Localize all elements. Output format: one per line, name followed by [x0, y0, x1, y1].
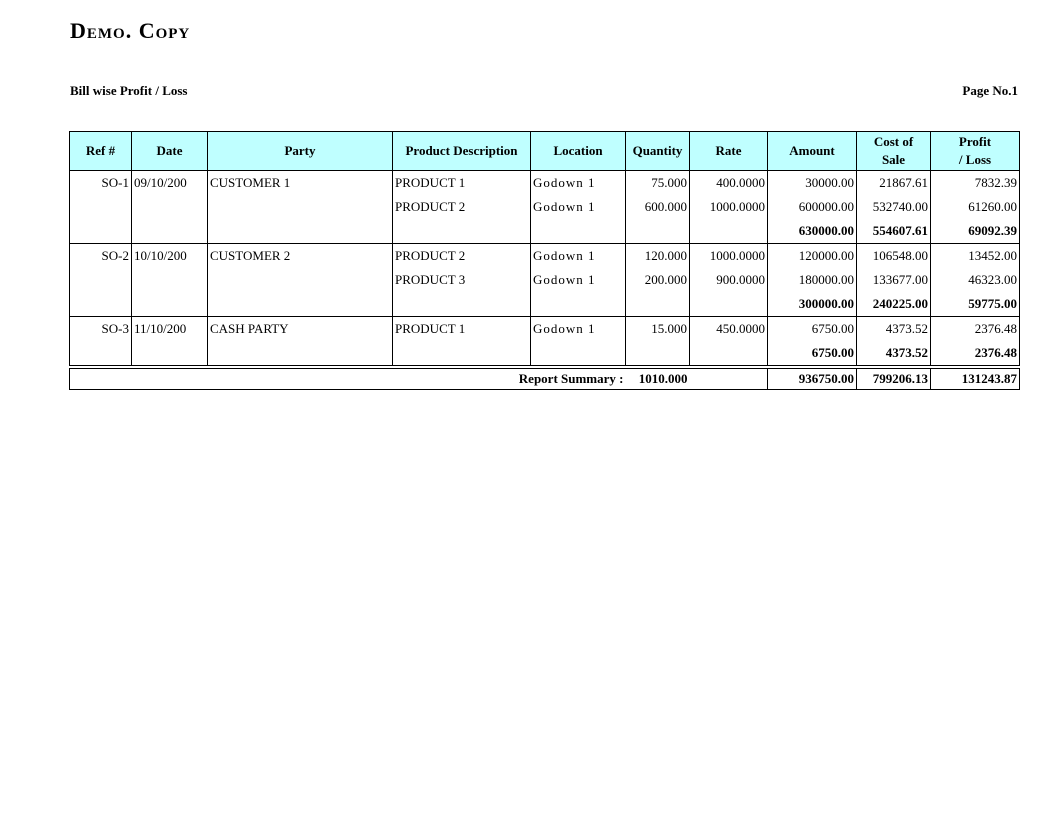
- subtotal-cost: 4373.52: [857, 341, 931, 366]
- amount-cell: 30000.00: [768, 171, 857, 196]
- cost-cell: 133677.00: [857, 268, 931, 292]
- report-summary-row: [70, 369, 1020, 390]
- ref-cell: SO-2: [70, 244, 132, 269]
- profit-cell: 13452.00: [931, 244, 1020, 269]
- subtotal-profit: 59775.00: [931, 292, 1020, 317]
- page-number: Page No.1: [962, 83, 1018, 98]
- product-cell: PRODUCT 2: [393, 244, 531, 269]
- cost-cell: 532740.00: [857, 195, 931, 219]
- col-header-ref: Ref #: [70, 132, 132, 171]
- profit-cell: 2376.48: [931, 317, 1020, 342]
- date-cell: 10/10/200: [132, 244, 208, 269]
- product-cell: PRODUCT 3: [393, 268, 531, 292]
- party-cell: CUSTOMER 2: [208, 244, 393, 269]
- date-cell: 11/10/200: [132, 317, 208, 342]
- col-header-rate: Rate: [690, 132, 768, 171]
- amount-cell: 600000.00: [768, 195, 857, 219]
- party-cell: CUSTOMER 1: [208, 171, 393, 196]
- table-row: [70, 171, 1020, 196]
- profit-loss-table: [69, 131, 1020, 390]
- amount-cell: 6750.00: [768, 317, 857, 342]
- col-header-quantity: Quantity: [626, 132, 690, 171]
- rate-cell: 1000.0000: [690, 195, 768, 219]
- subtotal-amount: 300000.00: [768, 292, 857, 317]
- summary-cost: 799206.13: [857, 369, 931, 390]
- amount-cell: 180000.00: [768, 268, 857, 292]
- subtotal-profit: 69092.39: [931, 219, 1020, 244]
- report-title: Bill wise Profit / Loss: [70, 83, 188, 98]
- rate-cell: 900.0000: [690, 268, 768, 292]
- quantity-cell: 120.000: [626, 244, 690, 269]
- rate-cell: 450.0000: [690, 317, 768, 342]
- col-header-amount: Amount: [768, 132, 857, 171]
- profit-header-line1: Profit: [958, 134, 992, 149]
- table-row: [70, 195, 1020, 219]
- product-cell: PRODUCT 1: [393, 171, 531, 196]
- subtotal-cost: 554607.61: [857, 219, 931, 244]
- subtotal-cost: 240225.00: [857, 292, 931, 317]
- subtotal-row: [70, 292, 1020, 317]
- location-cell: Godown 1: [531, 195, 626, 219]
- demo-copy-banner: Demo. Copy: [70, 18, 191, 43]
- subtotal-amount: 6750.00: [768, 341, 857, 366]
- party-cell: CASH PARTY: [208, 317, 393, 342]
- quantity-cell: 600.000: [626, 195, 690, 219]
- location-cell: Godown 1: [531, 171, 626, 196]
- subtotal-profit: 2376.48: [931, 341, 1020, 366]
- rate-cell: 400.0000: [690, 171, 768, 196]
- profit-header-line2: / Loss: [958, 152, 992, 167]
- profit-cell: 46323.00: [931, 268, 1020, 292]
- col-header-location: Location: [531, 132, 626, 171]
- amount-cell: 120000.00: [768, 244, 857, 269]
- profit-cell: 7832.39: [931, 171, 1020, 196]
- summary-amount: 936750.00: [768, 369, 857, 390]
- table-header-row: [70, 132, 1020, 171]
- summary-profit: 131243.87: [931, 369, 1020, 390]
- product-cell: PRODUCT 1: [393, 317, 531, 342]
- rate-cell: 1000.0000: [690, 244, 768, 269]
- col-header-date: Date: [132, 132, 208, 171]
- location-cell: Godown 1: [531, 268, 626, 292]
- quantity-cell: 15.000: [626, 317, 690, 342]
- product-cell: PRODUCT 2: [393, 195, 531, 219]
- profit-cell: 61260.00: [931, 195, 1020, 219]
- date-cell: 09/10/200: [132, 171, 208, 196]
- location-cell: Godown 1: [531, 244, 626, 269]
- cost-cell: 106548.00: [857, 244, 931, 269]
- cost-cell: 21867.61: [857, 171, 931, 196]
- cost-header-line1: Cost of: [873, 134, 914, 149]
- col-header-party: Party: [208, 132, 393, 171]
- subtotal-row: [70, 341, 1020, 366]
- subtotal-row: [70, 219, 1020, 244]
- cost-header-line2: Sale: [881, 152, 906, 167]
- summary-label: Report Summary :: [70, 369, 626, 390]
- table-row: [70, 317, 1020, 342]
- ref-cell: SO-3: [70, 317, 132, 342]
- col-header-profit-loss: [931, 132, 1020, 171]
- ref-cell: SO-1: [70, 171, 132, 196]
- col-header-product: Product Description: [393, 132, 531, 171]
- location-cell: Godown 1: [531, 317, 626, 342]
- summary-quantity: 1010.000: [626, 369, 690, 390]
- col-header-cost-of-sale: [857, 132, 931, 171]
- table-row: [70, 244, 1020, 269]
- table-row: [70, 268, 1020, 292]
- subtotal-amount: 630000.00: [768, 219, 857, 244]
- quantity-cell: 75.000: [626, 171, 690, 196]
- quantity-cell: 200.000: [626, 268, 690, 292]
- cost-cell: 4373.52: [857, 317, 931, 342]
